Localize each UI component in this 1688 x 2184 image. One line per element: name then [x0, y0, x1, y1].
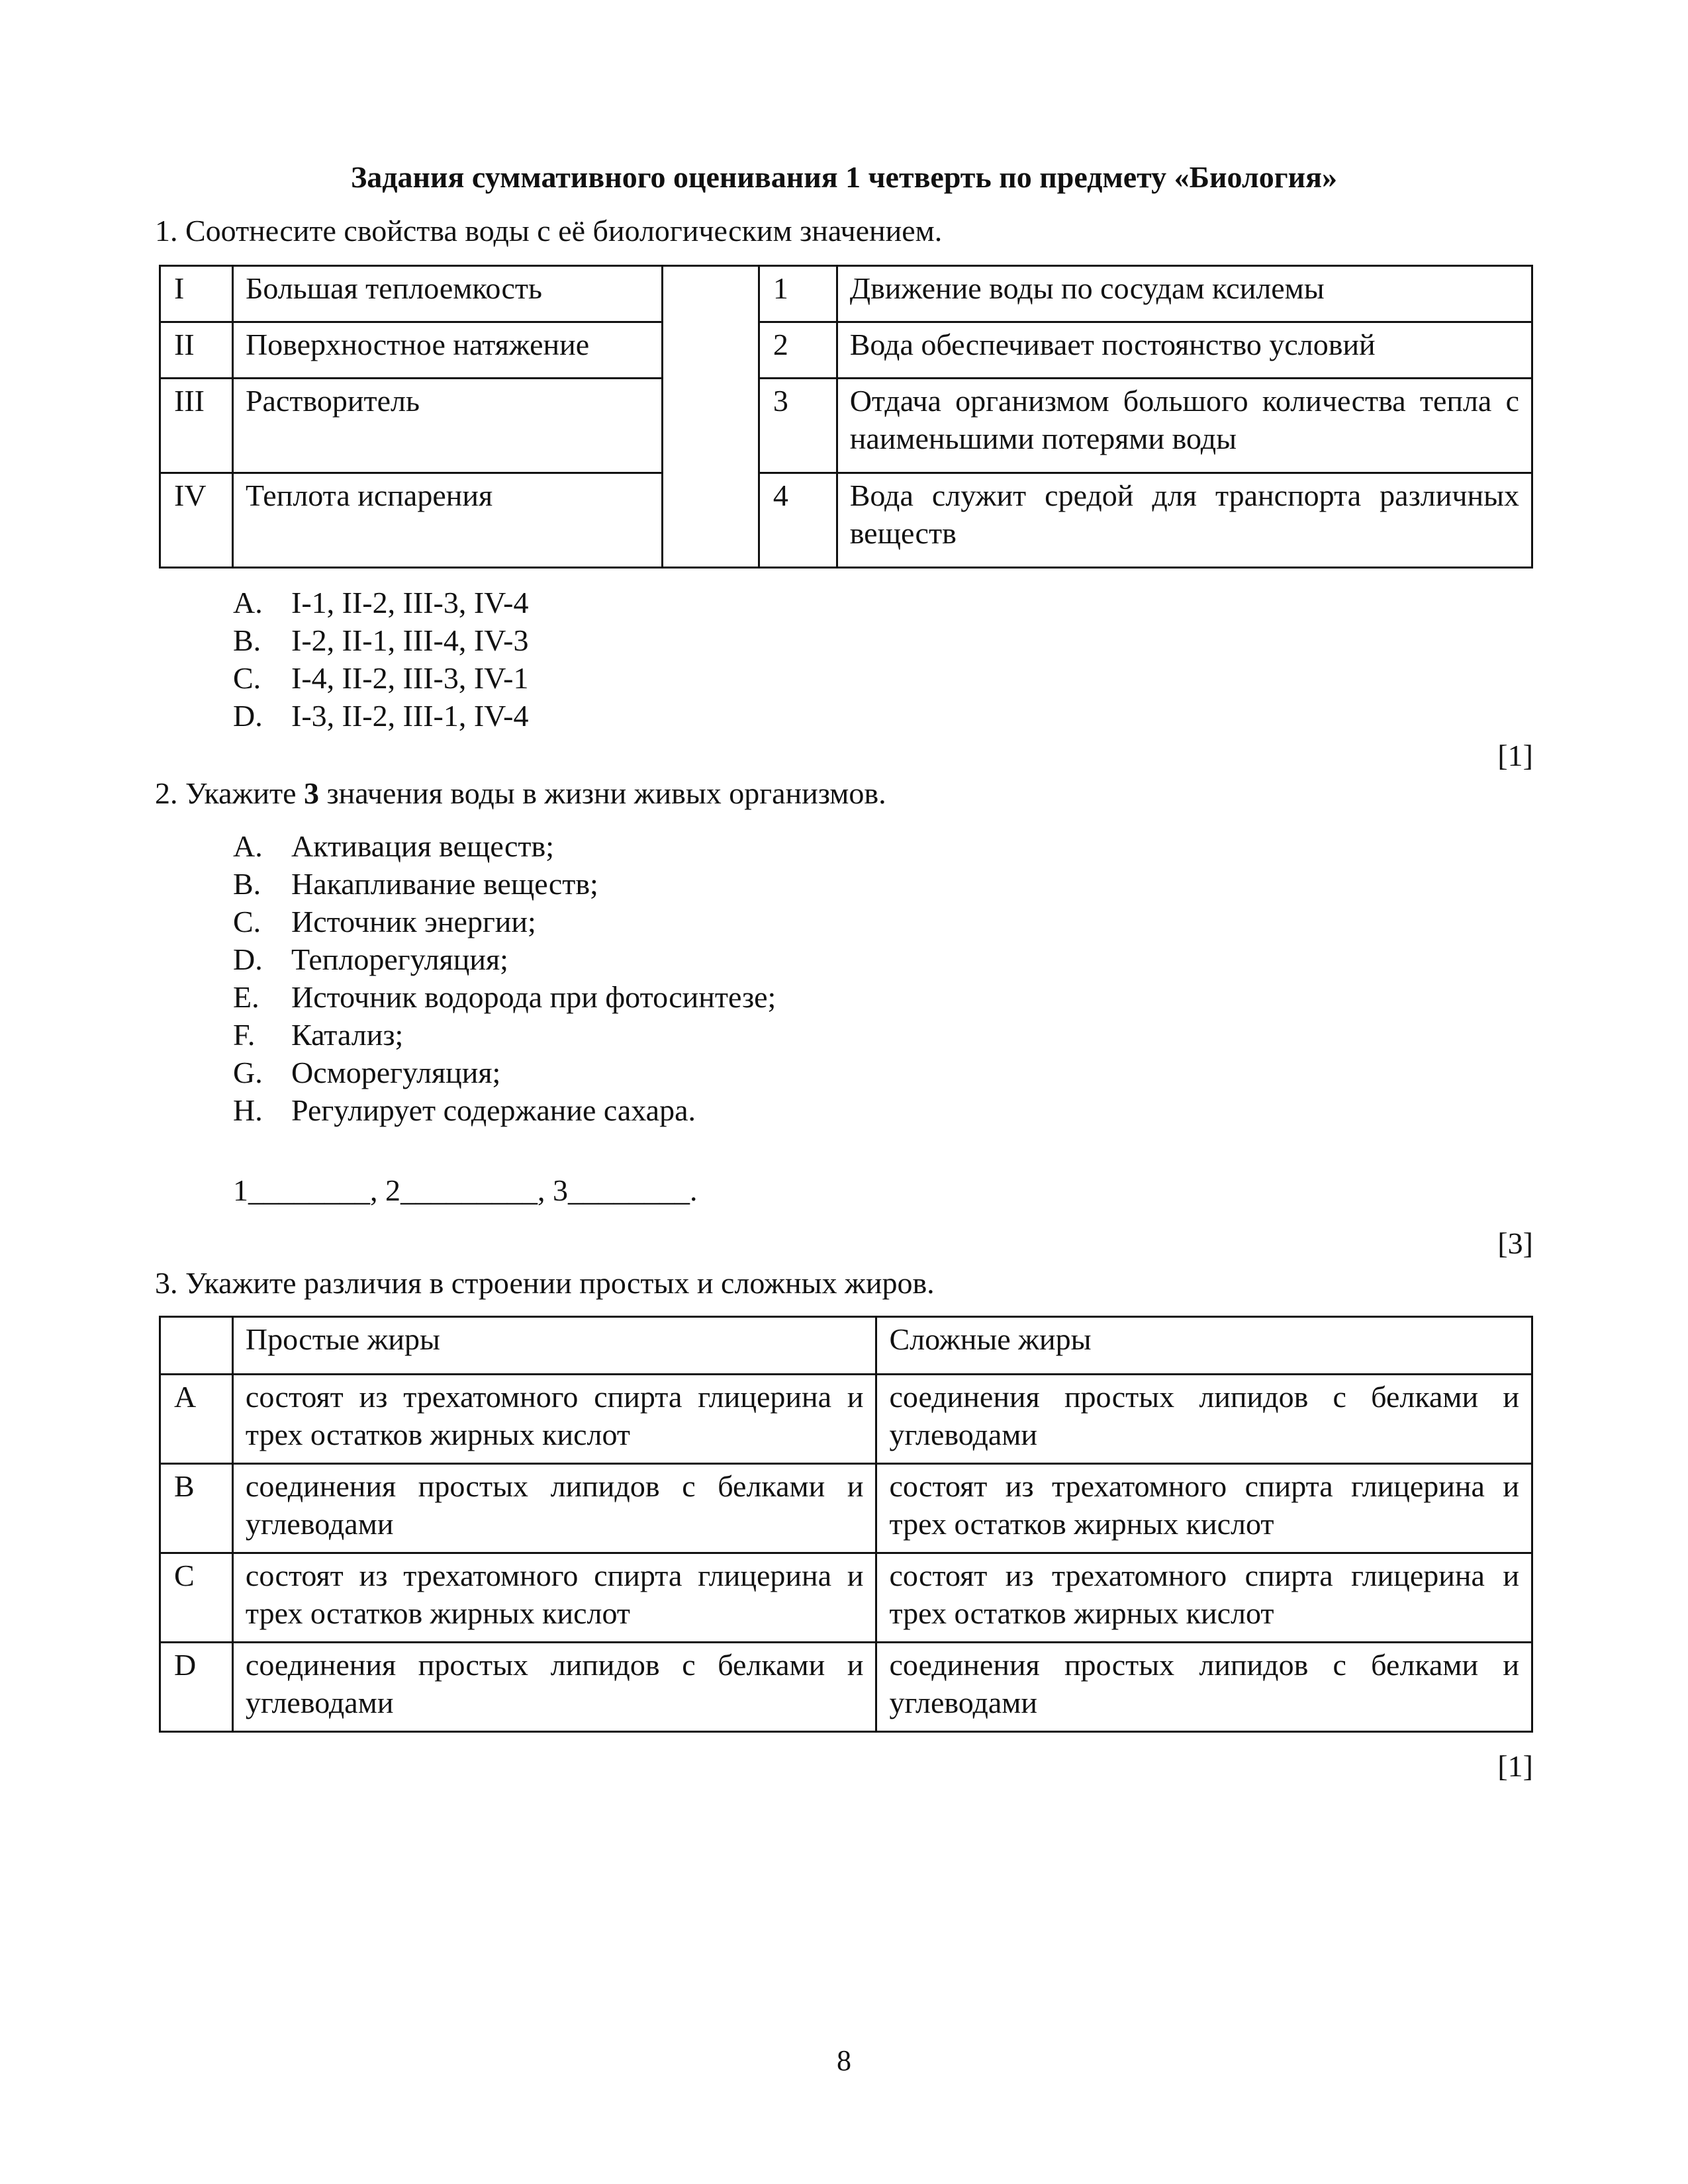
answer-option[interactable]	[233, 903, 776, 940]
option-text: I-4, II-2, III-3, IV-1	[291, 661, 529, 695]
option-letter: E.	[233, 980, 259, 1014]
question-2-options	[233, 827, 776, 1129]
option-letter: D.	[233, 942, 263, 976]
option-letter: A.	[233, 829, 263, 863]
table-header-row	[160, 1317, 1532, 1375]
matching-table	[159, 265, 1533, 569]
row-letter: C	[160, 1553, 233, 1643]
table-row[interactable]	[160, 1643, 1532, 1732]
question-1-text: 1. Соотнесите свойства воды с её биологическим значением.	[155, 214, 943, 248]
option-text: Источник водорода при фотосинтезе;	[291, 980, 776, 1014]
question-2-count: 3	[304, 776, 320, 810]
property-number: II	[160, 322, 233, 379]
simple-fats-cell: состоят из трехатомного спирта глицерина и трех остатков жирных кислот	[232, 1553, 876, 1643]
table-row[interactable]	[160, 1553, 1532, 1643]
option-letter: B.	[233, 623, 261, 657]
row-letter: A	[160, 1375, 233, 1464]
property-text: Поверхностное натяжение	[232, 322, 662, 379]
table-row	[160, 379, 1532, 473]
option-letter: H.	[233, 1093, 263, 1127]
answer-option[interactable]	[233, 1016, 776, 1054]
table-row	[160, 473, 1532, 568]
option-letter: A.	[233, 586, 263, 619]
complex-fats-cell: состоят из трехатомного спирта глицерина и трех остатков жирных кислот	[876, 1464, 1532, 1553]
option-text: I-2, II-1, III-4, IV-3	[291, 623, 529, 657]
complex-fats-cell: состоят из трехатомного спирта глицерина и трех остатков жирных кислот	[876, 1553, 1532, 1643]
option-letter: C.	[233, 661, 261, 695]
answer-option[interactable]	[233, 978, 776, 1016]
meaning-text: Вода обеспечивает постоянство условий	[837, 322, 1532, 379]
score-mark: [1]	[1497, 739, 1533, 772]
answer-option[interactable]	[233, 827, 776, 865]
property-number: III	[160, 379, 233, 473]
answer-option[interactable]	[233, 865, 776, 903]
question-2-text-start: 2. Укажите	[155, 776, 305, 810]
header-cell: Простые жиры	[232, 1317, 876, 1375]
option-text: Теплорегуляция;	[291, 942, 508, 976]
option-text: Катализ;	[291, 1018, 404, 1052]
option-text: Осморегуляция;	[291, 1056, 501, 1089]
question-2-text-end: значения воды в жизни живых организмов.	[319, 776, 886, 810]
page-number: 8	[837, 2044, 851, 2077]
option-text: Источник энергии;	[291, 905, 536, 938]
table-row[interactable]	[160, 1464, 1532, 1553]
property-text: Большая теплоемкость	[232, 266, 662, 322]
answer-option[interactable]	[233, 1091, 776, 1129]
table-row	[160, 322, 1532, 379]
meaning-text: Вода служит средой для транспорта различных веществ	[837, 473, 1532, 568]
option-text: Накапливание веществ;	[291, 867, 598, 901]
answer-option[interactable]	[233, 584, 529, 621]
row-letter: B	[160, 1464, 233, 1553]
meaning-text: Отдача организмом большого количества тепла с наименьшими потерями воды	[837, 379, 1532, 473]
answer-option[interactable]	[233, 621, 529, 659]
table-row	[160, 266, 1532, 322]
meaning-number: 1	[759, 266, 837, 322]
meaning-number: 2	[759, 322, 837, 379]
option-letter: C.	[233, 905, 261, 938]
option-letter: B.	[233, 867, 261, 901]
property-number: I	[160, 266, 233, 322]
header-cell: Сложные жиры	[876, 1317, 1532, 1375]
simple-fats-cell: состоят из трехатомного спирта глицерина и трех остатков жирных кислот	[232, 1375, 876, 1464]
complex-fats-cell: соединения простых липидов с белками и углеводами	[876, 1375, 1532, 1464]
page-title: Задания суммативного оценивания 1 четверть по предмету «Биология»	[350, 160, 1338, 194]
answer-option[interactable]	[233, 1054, 776, 1091]
simple-fats-cell: соединения простых липидов с белками и углеводами	[232, 1464, 876, 1553]
property-number: IV	[160, 473, 233, 568]
meaning-number: 3	[759, 379, 837, 473]
answer-option[interactable]	[233, 697, 529, 735]
answer-option[interactable]	[233, 940, 776, 978]
answer-option[interactable]	[233, 659, 529, 697]
meaning-number: 4	[759, 473, 837, 568]
meaning-text: Движение воды по сосудам ксилемы	[837, 266, 1532, 322]
property-text: Теплота испарения	[232, 473, 662, 568]
option-letter: F.	[233, 1018, 256, 1052]
header-cell	[160, 1317, 233, 1375]
option-text: Активация веществ;	[291, 829, 554, 863]
score-mark: [1]	[1497, 1749, 1533, 1783]
table-row[interactable]	[160, 1375, 1532, 1464]
property-text: Растворитель	[232, 379, 662, 473]
question-2-text	[155, 774, 886, 813]
option-text: Регулирует содержание сахара.	[291, 1093, 696, 1127]
question-1-options	[233, 584, 529, 735]
answer-blanks[interactable]: 1________, 2_________, 3________.	[233, 1173, 698, 1207]
option-letter: D.	[233, 699, 263, 733]
table-gap	[663, 266, 759, 568]
option-text: I-3, II-2, III-1, IV-4	[291, 699, 529, 733]
question-3-text: 3. Укажите различия в строении простых и сложных жиров.	[155, 1266, 935, 1300]
option-letter: G.	[233, 1056, 263, 1089]
row-letter: D	[160, 1643, 233, 1732]
score-mark: [3]	[1497, 1226, 1533, 1260]
complex-fats-cell: соединения простых липидов с белками и углеводами	[876, 1643, 1532, 1732]
option-text: I-1, II-2, III-3, IV-4	[291, 586, 529, 619]
simple-fats-cell: соединения простых липидов с белками и углеводами	[232, 1643, 876, 1732]
fats-table	[159, 1316, 1533, 1733]
